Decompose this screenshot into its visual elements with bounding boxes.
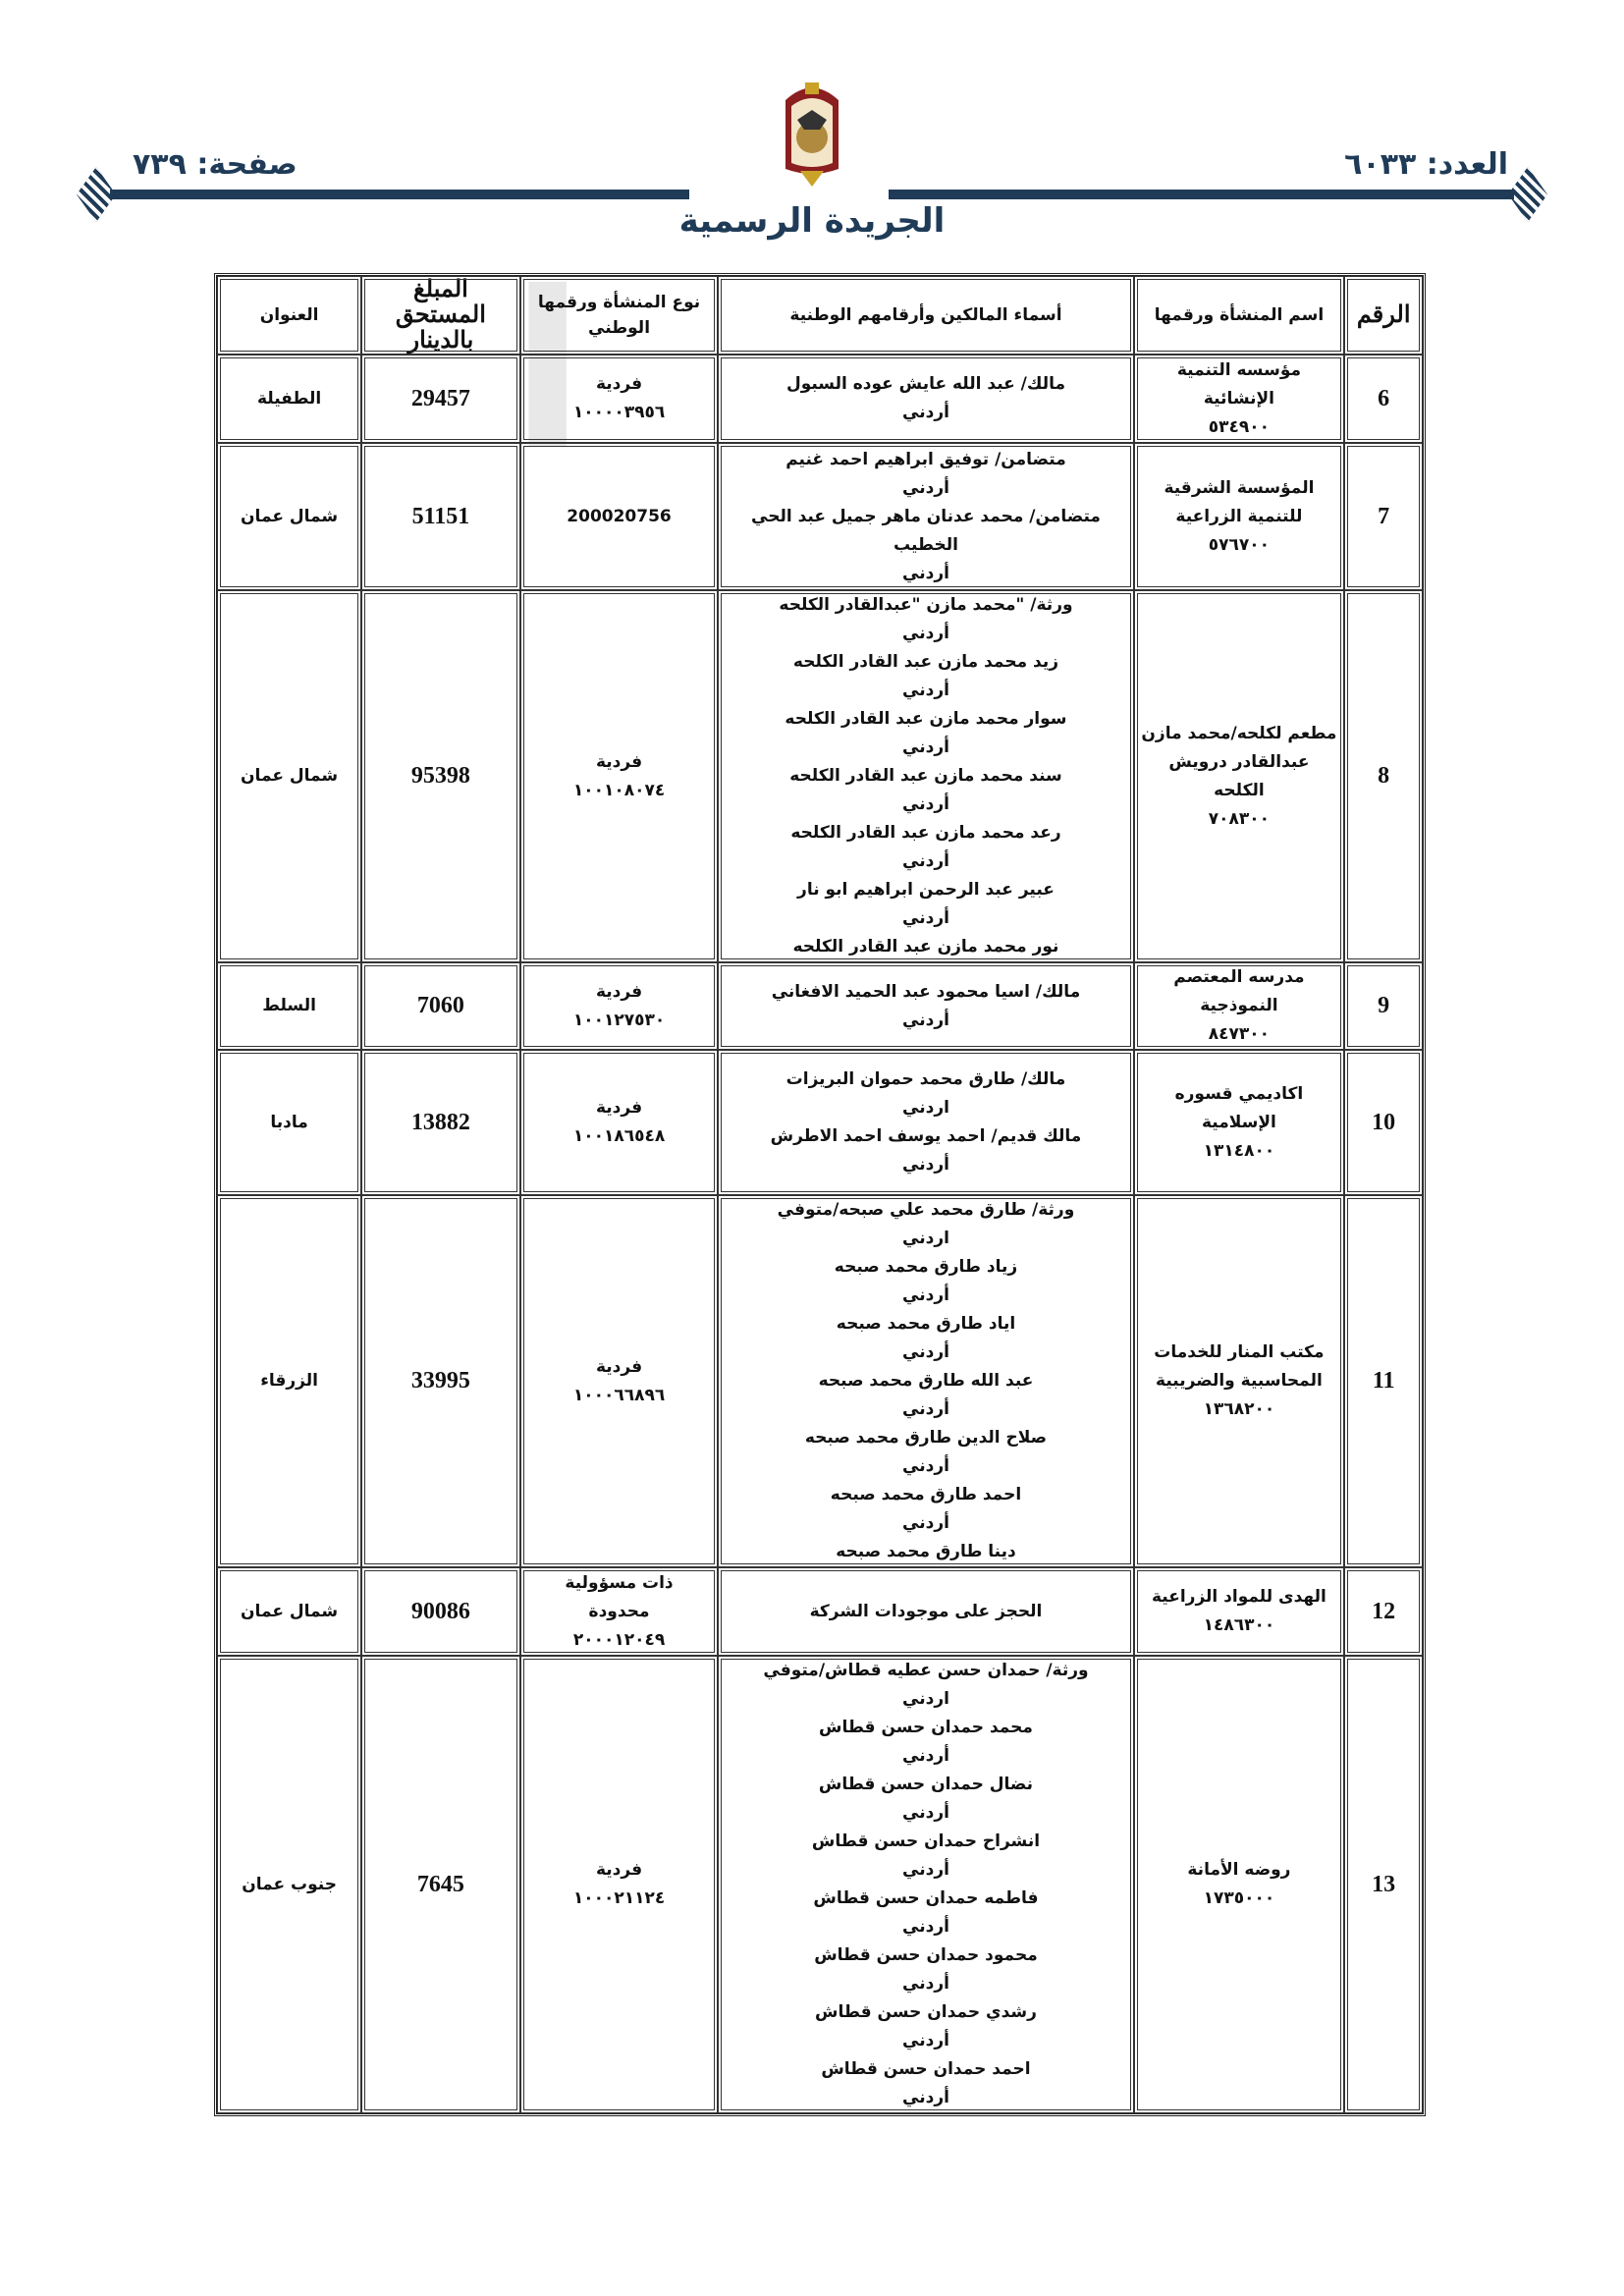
establishment-name-line: ٥٧٦٧٠٠	[1208, 534, 1271, 555]
establishment-type	[520, 962, 719, 1050]
owner-names	[718, 1567, 1133, 1656]
owner-names-line: ورثة/ طارق محمد علي صبحه/متوفي	[777, 1200, 1075, 1220]
table-row	[217, 1567, 1423, 1656]
establishment-name	[1134, 590, 1345, 962]
establishment-name-line: ٨٤٧٣٠٠	[1208, 1024, 1271, 1044]
owner-names-line: أردني	[902, 738, 949, 757]
column-header-owners: أسماء المالكين وأرقامهم الوطنية	[718, 276, 1133, 355]
owner-names-line: دينا طارق محمد صبحه	[836, 1542, 1016, 1561]
owner-names-line: الخطيب	[893, 534, 958, 555]
establishment-type	[520, 1195, 719, 1567]
establishment-type-line: فردية	[595, 1356, 643, 1377]
establishment-name-line: المحاسبية والضريبية	[1156, 1371, 1323, 1391]
header-rule	[110, 190, 689, 199]
table-header-row	[217, 276, 1423, 355]
owner-names-line: زياد طارق محمد صبحه	[834, 1257, 1018, 1277]
establishment-name-line: المؤسسة الشرقية	[1164, 477, 1315, 498]
row-number: 10	[1344, 1050, 1423, 1195]
owner-names-line: زيد محمد مازن عبد القادر الكلحه	[792, 652, 1059, 672]
owner-names-line: أردني	[902, 851, 949, 871]
establishment-name-line: الإنشائية	[1203, 388, 1275, 409]
establishment-type-line: ٢٠٠٠١٢٠٤٩	[572, 1629, 666, 1650]
owner-names	[718, 1050, 1133, 1195]
table-row	[217, 1656, 1423, 2113]
establishment-type-line: ١٠٠١٢٧٥٣٠	[572, 1010, 666, 1030]
address: شمال عمان	[217, 590, 361, 962]
owner-names-line: أردني	[902, 1513, 949, 1533]
owner-names-line: أردني	[902, 681, 949, 700]
table-row	[217, 1050, 1423, 1195]
establishment-type	[520, 443, 719, 590]
owner-names	[718, 590, 1133, 962]
owner-names-line: اردني	[902, 1098, 949, 1118]
owner-names	[718, 1195, 1133, 1567]
owner-names-line: رشدي حمدان حسن قطاش	[815, 2002, 1037, 2022]
owner-names-line: فاطمه حمدان حسن قطاش	[813, 1888, 1039, 1908]
establishment-name-line: اكاديمي قسوره	[1174, 1083, 1304, 1104]
owner-names-line: اياد طارق محمد صبحه	[836, 1314, 1016, 1334]
owner-names-line: ورثة/ "محمد مازن "عبدالقادر الكلحه	[779, 595, 1073, 615]
address: الزرقاء	[217, 1195, 361, 1567]
establishment-name-line: ١٣١٤٨٠٠	[1203, 1140, 1275, 1161]
owner-names-line: أردني	[902, 1010, 949, 1030]
establishment-name-line: ١٣٦٨٢٠٠	[1203, 1399, 1275, 1419]
row-number: 9	[1344, 962, 1423, 1050]
owner-names-line: مالك/ عبد الله عايش عوده السبول	[785, 374, 1065, 394]
owner-names-line: مالك/ اسيا محمود عبد الحميد الافغاني	[771, 981, 1081, 1002]
establishment-name-line: الإسلامية	[1201, 1112, 1276, 1132]
establishment-type	[520, 590, 719, 962]
owner-names-line: محمد حمدان حسن قطاش	[819, 1718, 1033, 1737]
establishment-name-line: مؤسسه التنمية	[1176, 359, 1302, 380]
establishment-name	[1134, 962, 1345, 1050]
establishment-type-line: ذات مسؤولية	[565, 1572, 674, 1593]
establishment-type	[520, 355, 719, 443]
owner-names-line: ورثة/ حمدان حسن عطيه قطاش/متوفي	[763, 1661, 1089, 1680]
owner-names-line: اردني	[902, 1229, 949, 1248]
owner-names-line: مالك قديم/ احمد يوسف احمد الاطرش	[770, 1126, 1082, 1146]
row-number: 11	[1344, 1195, 1423, 1567]
table-row	[217, 962, 1423, 1050]
establishment-type-line: ١٠٠١٨٦٥٤٨	[572, 1126, 666, 1146]
owner-names-line: أردني	[902, 1974, 949, 1994]
establishment-name-line: الهدى للمواد الزراعية	[1151, 1587, 1326, 1607]
row-number: 12	[1344, 1567, 1423, 1656]
establishment-name-line: مدرسه المعتصم	[1173, 967, 1305, 987]
owner-names-line: عبد الله طارق محمد صبحه	[818, 1371, 1034, 1391]
owner-names	[718, 1656, 1133, 2113]
amount-due: 33995	[361, 1195, 519, 1567]
establishment-name-line: روضه الأمانة	[1187, 1860, 1291, 1880]
owner-names-line: احمد حمدان حسن قطاش	[821, 2059, 1031, 2079]
amount-due: 95398	[361, 590, 519, 962]
owner-names-line: أردني	[902, 1285, 949, 1305]
owner-names-line: متضامن/ محمد عدنان ماهر جميل عبد الحي	[751, 506, 1101, 526]
table-row	[217, 1195, 1423, 1567]
establishment-name-line: عبدالقادر درويش	[1168, 751, 1310, 772]
amount-due: 7645	[361, 1656, 519, 2113]
establishment-name	[1134, 1195, 1345, 1567]
establishment-name-line: ٧٠٨٣٠٠	[1208, 808, 1271, 829]
establishment-type-line: فردية	[595, 374, 643, 394]
establishment-type-line: فردية	[595, 1860, 643, 1880]
establishment-name	[1134, 1050, 1345, 1195]
owner-names-line: أردني	[902, 1917, 949, 1937]
gazette-title: الجريدة الرسمية	[678, 201, 946, 241]
establishment-name-line: ١٤٨٦٣٠٠	[1203, 1615, 1275, 1635]
owner-names-line: اردني	[902, 1689, 949, 1709]
establishment-type-line: محدودة	[588, 1601, 650, 1621]
establishment-type-line: فردية	[595, 981, 643, 1002]
owner-names-line: صلاح الدين طارق محمد صبحه	[804, 1428, 1048, 1448]
owner-names-line: احمد طارق محمد صبحه	[830, 1485, 1022, 1504]
establishment-name	[1134, 1567, 1345, 1656]
column-header-address: العنوان	[217, 276, 361, 355]
owner-names-line: الحجز على موجودات الشركة	[809, 1601, 1043, 1621]
owner-names-line: أردني	[902, 2088, 949, 2107]
establishment-name	[1134, 1656, 1345, 2113]
establishment-name-line: النموذجية	[1200, 996, 1278, 1015]
establishment-name-line: مطعم لكلحه/محمد مازن	[1141, 723, 1337, 743]
owner-names-line: سوار محمد مازن عبد القادر الكلحه	[785, 709, 1067, 729]
establishment-type-line: ١٠٠٠٠٣٩٥٦	[572, 403, 666, 422]
row-number: 7	[1344, 443, 1423, 590]
owner-names	[718, 962, 1133, 1050]
establishment-name-line: الكلحه	[1214, 780, 1265, 800]
owner-names-line: انشراح حمدان حسن قطاش	[811, 1831, 1041, 1851]
establishment-type	[520, 1050, 719, 1195]
owner-names-line: أردني	[902, 1399, 949, 1419]
owner-names-line: أردني	[902, 908, 949, 928]
owner-names-line: أردني	[902, 563, 949, 583]
column-header-establishment: اسم المنشأة ورقمها	[1134, 276, 1345, 355]
owner-names-line: نضال حمدان حسن قطاش	[818, 1775, 1034, 1794]
establishment-name-line: للتنمية الزراعية	[1175, 506, 1303, 526]
establishment-name-line: مكتب المنار للخدمات	[1154, 1342, 1325, 1362]
establishment-type-line: فردية	[595, 1098, 643, 1118]
owner-names-line: أردني	[902, 1746, 949, 1766]
owner-names-line: أردني	[902, 477, 949, 498]
establishment-name	[1134, 355, 1345, 443]
address: الطفيلة	[217, 355, 361, 443]
owner-names-line: أردني	[902, 794, 949, 814]
address: مادبا	[217, 1050, 361, 1195]
column-header-number: الرقم	[1344, 276, 1423, 355]
establishment-type-line: ١٠٠٠٢١١٢٤	[572, 1888, 666, 1908]
owner-names-line: أردني	[902, 1342, 949, 1362]
column-header-type: نوع المنشأة ورقمها الوطني	[520, 276, 719, 355]
address: شمال عمان	[217, 443, 361, 590]
establishment-type-line: ١٠٠١٠٨٠٧٤	[572, 780, 666, 800]
owner-names-line: عبير عبد الرحمن ابراهيم ابو نار	[797, 880, 1055, 900]
establishment-name-line: ٥٣٤٩٠٠	[1208, 416, 1271, 437]
table-row	[217, 443, 1423, 590]
establishments-table	[214, 273, 1426, 2116]
owner-names-line: أردني	[902, 1803, 949, 1823]
owner-names-line: أردني	[902, 1860, 949, 1880]
owner-names-line: أردني	[902, 1155, 949, 1175]
owner-names	[718, 355, 1133, 443]
establishment-name	[1134, 443, 1345, 590]
amount-due: 29457	[361, 355, 519, 443]
owner-names-line: أردني	[902, 1456, 949, 1476]
owner-names-line: نور محمد مازن عبد القادر الكلحه	[792, 937, 1059, 957]
watermark: ا	[511, 246, 585, 497]
row-number: 13	[1344, 1656, 1423, 2113]
establishment-type	[520, 1567, 719, 1656]
address: شمال عمان	[217, 1567, 361, 1656]
column-header-amount: المبلغ المستحق بالدينار	[361, 276, 519, 355]
establishment-type-line: فردية	[595, 751, 643, 772]
establishment-type-line: 200020756	[567, 506, 672, 526]
owner-names-line: محمود حمدان حسن قطاش	[814, 1945, 1038, 1965]
amount-due: 13882	[361, 1050, 519, 1195]
establishment-name-line: ١٧٣٥٠٠٠	[1203, 1888, 1275, 1908]
owner-names-line: متضامن/ توفيق ابراهيم احمد غنيم	[785, 449, 1066, 469]
establishment-type-line: ١٠٠٠٦٦٨٩٦	[572, 1385, 666, 1405]
owner-names-line: أردني	[902, 624, 949, 643]
owner-names	[718, 443, 1133, 590]
amount-due: 51151	[361, 443, 519, 590]
row-number: 8	[1344, 590, 1423, 962]
coat-of-arms-icon	[776, 81, 848, 191]
table-row	[217, 355, 1423, 443]
owner-names-line: مالك/ طارق محمد حموان البريزات	[785, 1069, 1066, 1089]
issue-number: العدد: ٦٠٣٣	[1344, 147, 1508, 182]
amount-due: 90086	[361, 1567, 519, 1656]
address: جنوب عمان	[217, 1656, 361, 2113]
owner-names-line: سند محمد مازن عبد القادر الكلحه	[789, 766, 1062, 786]
page-number: صفحة: ٧٣٩	[133, 147, 298, 182]
table-row	[217, 590, 1423, 962]
owner-names-line: أردني	[902, 2031, 949, 2050]
header-rule	[889, 190, 1514, 199]
amount-due: 7060	[361, 962, 519, 1050]
establishment-type	[520, 1656, 719, 2113]
owner-names-line: أردني	[902, 403, 949, 422]
row-number: 6	[1344, 355, 1423, 443]
owner-names-line: رعد محمد مازن عبد القادر الكلحه	[790, 823, 1061, 843]
address: السلط	[217, 962, 361, 1050]
